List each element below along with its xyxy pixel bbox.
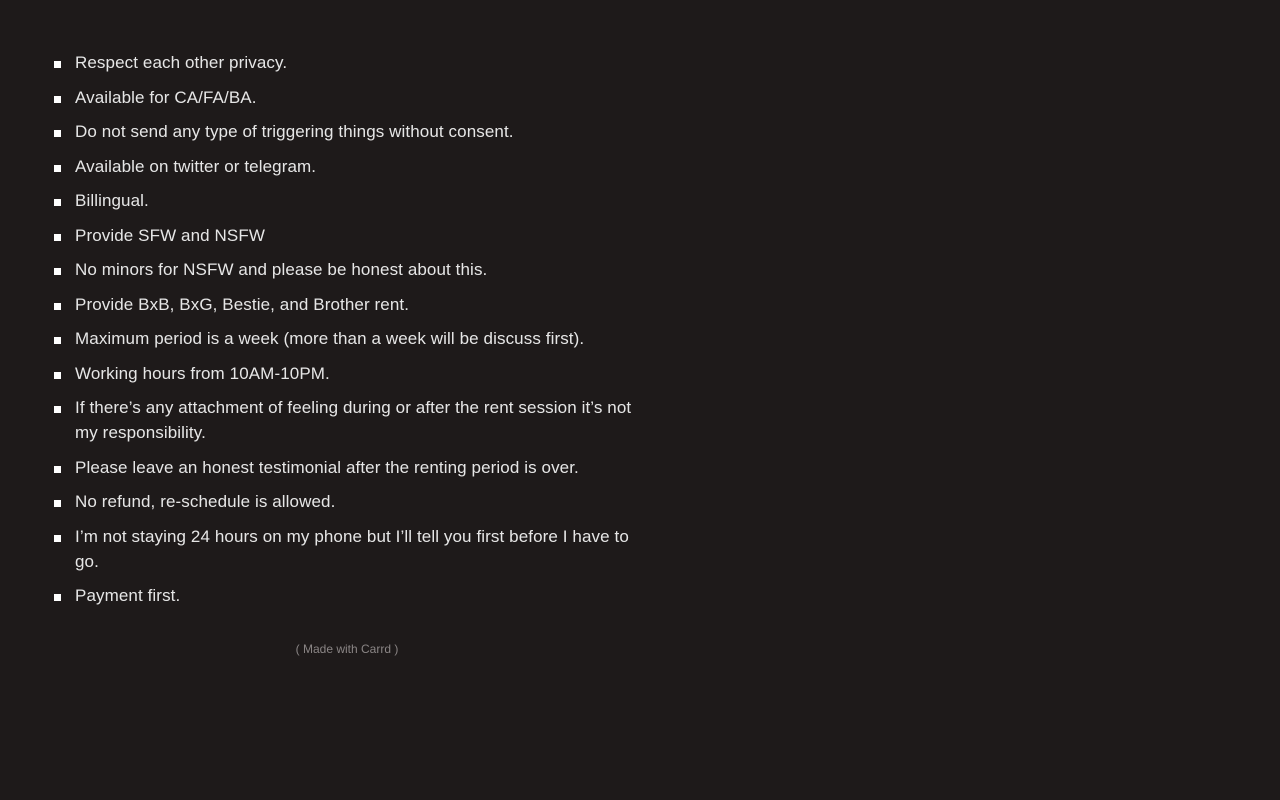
square-bullet-icon [54,165,61,172]
rule-item [52,85,652,110]
rule-text: Please leave an honest testimonial after the renting period is over. [75,457,579,477]
square-bullet-icon [54,535,61,542]
rule-text: Respect each other privacy. [75,53,288,72]
rule-item [52,583,652,608]
rule-text: Do not send any type of triggering things without consent. [75,122,514,141]
rule-item [52,119,652,144]
rule-text: Available for CA/FA/BA. [75,87,257,107]
rule-item [52,489,652,514]
rule-text: Available on twitter or telegram. [75,156,317,176]
square-bullet-icon [54,96,61,103]
rule-item [52,223,652,248]
rule-item [52,524,652,574]
rule-text: No minors for NSFW and please be honest about this. [75,260,488,279]
rule-item [52,50,652,75]
rules-list [52,50,652,618]
square-bullet-icon [54,500,61,507]
rule-text: Payment first. [75,586,181,605]
square-bullet-icon [54,130,61,137]
square-bullet-icon [54,337,61,344]
rule-item [52,154,652,179]
rule-text: Provide SFW and NSFW [75,225,265,245]
square-bullet-icon [54,466,61,473]
rule-item [52,326,652,351]
rule-item [52,188,652,213]
rule-text: Provide BxB, BxG, Bestie, and Brother rent. [75,294,410,314]
rule-text: I’m not staying 24 hours on my phone but I’ll tell you first before I have to go. [75,526,629,571]
made-with-carrd-link[interactable]: ( Made with Carrd ) [295,642,399,656]
rule-item [52,455,652,480]
rule-item [52,361,652,386]
square-bullet-icon [54,199,61,206]
square-bullet-icon [54,268,61,275]
square-bullet-icon [54,61,61,68]
rule-text: No refund, re-schedule is allowed. [75,492,336,511]
square-bullet-icon [54,406,61,413]
square-bullet-icon [54,594,61,601]
rule-text: Billingual. [75,191,149,210]
rule-text: Working hours from 10AM-10PM. [75,363,330,383]
rule-item [52,395,652,445]
rule-text: Maximum period is a week (more than a week will be discuss first). [75,329,585,348]
rule-item [52,292,652,317]
square-bullet-icon [54,372,61,379]
rule-text: If there’s any attachment of feeling during or after the rent session it’s not my responsibility. [75,398,632,442]
rule-item [52,257,652,282]
square-bullet-icon [54,234,61,241]
square-bullet-icon [54,303,61,310]
